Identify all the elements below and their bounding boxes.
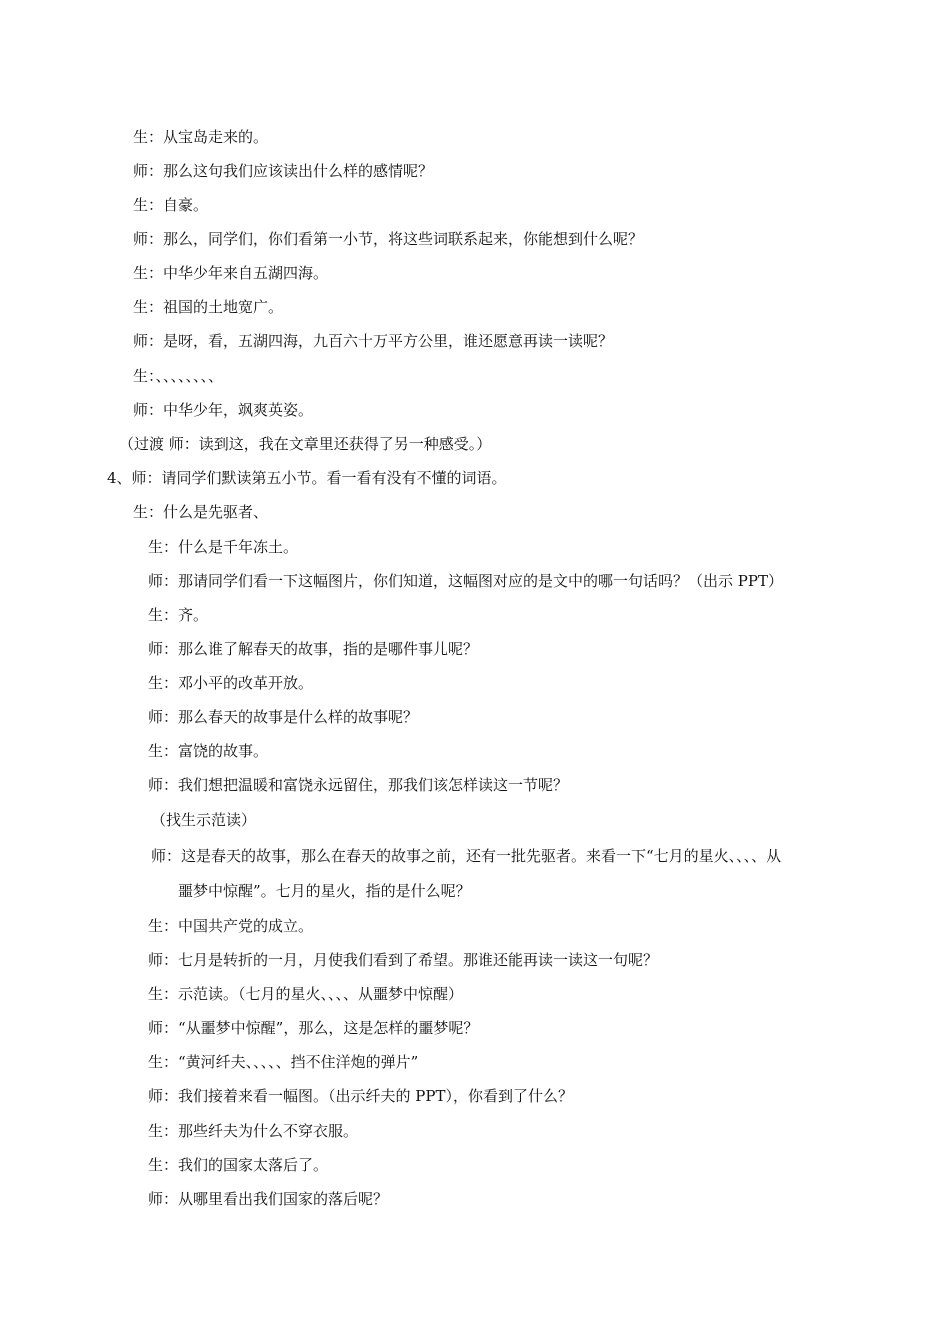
dialogue-line: 师：我们接着来看一幅图。（出示纤夫的 PPT），你看到了什么？	[148, 1087, 573, 1105]
dialogue-line: 生：中华少年来自五湖四海。	[133, 264, 329, 282]
stage-direction: （找生示范读）	[151, 811, 257, 829]
dialogue-line: 师：从哪里看出我们国家的落后呢？	[148, 1190, 389, 1208]
dialogue-line: 师：那么谁了解春天的故事，指的是哪件事儿呢？	[148, 640, 479, 658]
dialogue-line: 师：这是春天的故事，那么在春天的故事之前，还有一批先驱者。来看一下“七月的星火、、、、从	[151, 847, 782, 865]
dialogue-line: 生：那些纤夫为什么不穿衣服。	[148, 1122, 359, 1140]
dialogue-line: 生：什么是千年冻土。	[148, 538, 299, 556]
dialogue-line: 师：七月是转折的一月，月使我们看到了希望。那谁还能再读一读这一句呢？	[148, 951, 659, 969]
section-heading-line: 4、师：请同学们默读第五小节。看一看有没有不懂的词语。	[107, 469, 507, 487]
dialogue-line: 师：“从噩梦中惊醒”，那么，这是怎样的噩梦呢？	[148, 1019, 479, 1037]
dialogue-line: 师：中华少年，飒爽英姿。	[133, 401, 314, 419]
dialogue-line: 生：“黄河纤夫、、、、、挡不住洋炮的弹片”	[148, 1053, 419, 1071]
dialogue-line: 生：示范读。（七月的星火、、、、从噩梦中惊醒）	[148, 985, 464, 1003]
dialogue-line: 生：祖国的土地宽广。	[133, 298, 284, 316]
dialogue-line: 师：那么这句我们应该读出什么样的感情呢？	[133, 162, 434, 180]
dialogue-line: 生：、、、、、、、、	[133, 367, 224, 385]
dialogue-line: 生：中国共产党的成立。	[148, 917, 314, 935]
dialogue-line: 师：是呀，看，五湖四海，九百六十万平方公里，谁还愿意再读一读呢？	[133, 332, 614, 350]
dialogue-line-continued: 噩梦中惊醒”。七月的星火，指的是什么呢？	[178, 882, 471, 900]
dialogue-line: 师：我们想把温暖和富饶永远留住，那我们该怎样读这一节呢？	[148, 776, 569, 794]
dialogue-line: 生：从宝岛走来的。	[133, 128, 269, 146]
dialogue-line: 生：什么是先驱者、	[133, 503, 269, 521]
dialogue-line: 师：那么春天的故事是什么样的故事呢？	[148, 708, 419, 726]
dialogue-line: 生：我们的国家太落后了。	[148, 1156, 329, 1174]
dialogue-line: 生：齐。	[148, 606, 209, 624]
dialogue-line: 生：富饶的故事。	[148, 742, 269, 760]
transition-note: （过渡 师：读到这，我在文章里还获得了另一种感受。）	[119, 435, 492, 453]
dialogue-line: 生：邓小平的改革开放。	[148, 674, 314, 692]
dialogue-line: 生：自豪。	[133, 196, 209, 214]
dialogue-line: 师：那请同学们看一下这幅图片，你们知道，这幅图对应的是文中的哪一句话吗？（出示 PPT）	[148, 572, 783, 590]
dialogue-line: 师：那么，同学们，你们看第一小节，将这些词联系起来，你能想到什么呢？	[133, 230, 644, 248]
